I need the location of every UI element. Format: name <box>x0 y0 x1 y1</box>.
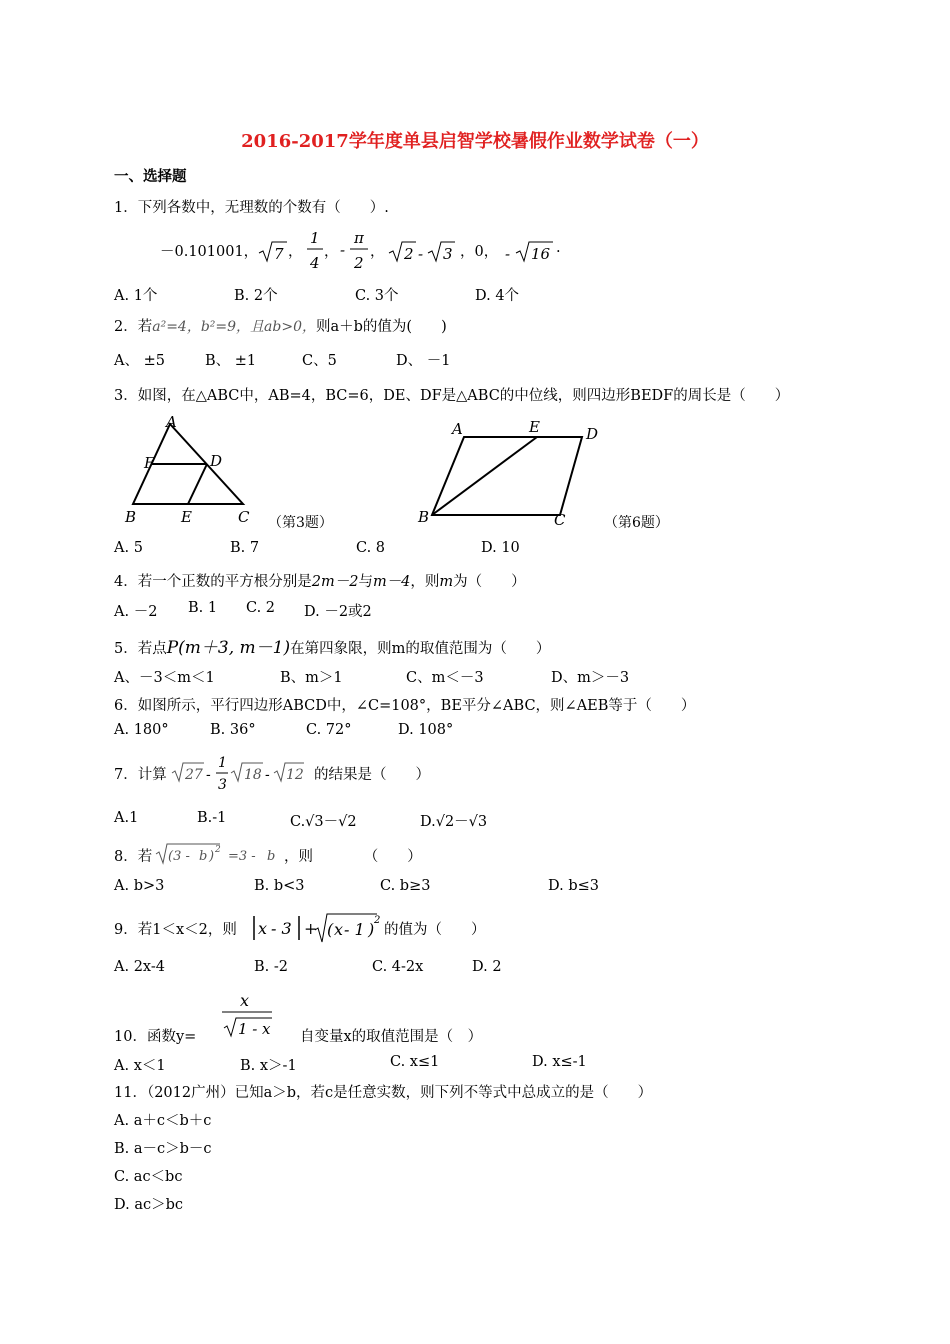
q10-fraction <box>220 990 276 1040</box>
section-heading: 一、选择题 <box>114 168 187 185</box>
svg-text:-: - <box>340 241 346 259</box>
q1-option-a[interactable]: A. 1个 <box>114 288 158 304</box>
svg-text:x: x <box>262 1020 271 1038</box>
fig6-label-c: C <box>554 511 566 529</box>
svg-text:16: 16 <box>531 245 551 263</box>
q7-option-d[interactable]: D.√2－√3 <box>420 814 488 830</box>
q4-var: m <box>439 574 454 590</box>
question-6-stem: 6．如图所示，平行四边形ABCD中，∠C=108°，BE平分∠ABC，则∠AEB等于（ ） <box>114 698 696 714</box>
fig3-label-e: E <box>181 508 192 526</box>
expr-term-neg-sqrt16 <box>505 240 557 268</box>
q4-expr-2: m－4 <box>372 574 411 590</box>
svg-text:2: 2 <box>404 245 414 263</box>
q5-option-c[interactable]: C、m＜－3 <box>406 670 484 686</box>
q1-option-d[interactable]: D. 4个 <box>475 288 520 304</box>
fig3-label-a: A <box>166 413 177 431</box>
svg-text:b: b <box>199 849 208 864</box>
question-4-stem <box>114 570 526 591</box>
question-7-suffix: 的结果是（ ） <box>314 767 430 783</box>
q4-option-c[interactable]: C. 2 <box>246 600 276 616</box>
q4-option-a[interactable]: A. －2 <box>114 604 158 620</box>
figure-3-triangle <box>118 412 258 527</box>
question-8-suffix: ，则 （ ） <box>284 849 422 865</box>
q9-option-d[interactable]: D. 2 <box>472 959 502 975</box>
q8-expression <box>154 842 284 868</box>
svg-text:12: 12 <box>286 767 304 783</box>
q11-option-a[interactable]: A. a＋c＜b＋c <box>114 1113 212 1129</box>
svg-text:x: x <box>334 920 344 939</box>
q2-suffix: 则a＋b的值为( ) <box>316 319 447 335</box>
q7-option-c[interactable]: C.√3－√2 <box>290 814 357 830</box>
question-9-stem: 9．若1＜x＜2，则 <box>114 922 237 938</box>
q2-option-c[interactable]: C、5 <box>302 353 337 369</box>
svg-text:(3 -: (3 - <box>168 849 190 864</box>
svg-text:π: π <box>354 229 364 247</box>
q2-option-d[interactable]: D、 －1 <box>396 353 451 369</box>
q2-prefix: 2．若 <box>114 319 153 335</box>
question-2-stem <box>114 315 447 336</box>
q9-option-b[interactable]: B. -2 <box>254 959 288 975</box>
svg-text:3: 3 <box>443 245 453 263</box>
svg-text:2: 2 <box>374 915 381 926</box>
q2-option-a[interactable]: A、 ±5 <box>114 353 165 369</box>
fig3-label-c: C <box>238 508 250 526</box>
q9-expression <box>251 910 381 944</box>
svg-text:7: 7 <box>274 245 284 263</box>
q3-option-c[interactable]: C. 8 <box>356 540 386 556</box>
svg-text:): ) <box>368 920 375 939</box>
q1-option-b[interactable]: B. 2个 <box>234 288 278 304</box>
expr-sep: ，0， <box>460 244 499 260</box>
expr-sep: ， <box>370 244 385 260</box>
question-10-stem: 10．函数y= <box>114 1029 197 1045</box>
q5-option-d[interactable]: D、m＞－3 <box>551 670 630 686</box>
q4-suffix: 为（ ） <box>453 574 526 590</box>
q2-option-b[interactable]: B、 ±1 <box>205 353 257 369</box>
svg-text:-: - <box>505 245 511 263</box>
question-10-suffix: 自变量x的取值范围是（ ） <box>300 1029 483 1045</box>
q4-conj: 与 <box>358 574 373 590</box>
q9-option-c[interactable]: C. 4-2x <box>372 959 424 975</box>
q7-expression <box>170 747 304 797</box>
expr-term-quarter <box>305 226 325 278</box>
question-9-suffix: 的值为（ ） <box>384 922 486 938</box>
q4-expr-1: 2m－2 <box>311 574 359 590</box>
q2-condition: a²=4，b²=9，且ab>0， <box>152 319 316 335</box>
fig3-label-d: D <box>210 452 223 470</box>
question-8-stem: 8．若 <box>114 849 153 865</box>
q5-suffix: 在第四象限，则m的取值范围为（ ） <box>290 641 551 657</box>
q6-option-a[interactable]: A. 180° <box>114 722 169 738</box>
fig6-label-b: B <box>418 508 430 526</box>
question-1-stem: 1．下列各数中，无理数的个数有（ ）. <box>114 200 389 216</box>
svg-text:- 3: - 3 <box>271 919 292 938</box>
q6-option-d[interactable]: D. 108° <box>398 722 454 738</box>
svg-text:27: 27 <box>185 767 203 783</box>
q10-option-b[interactable]: B. x＞-1 <box>240 1058 297 1074</box>
q1-option-c[interactable]: C. 3个 <box>355 288 399 304</box>
q4-option-d[interactable]: D. －2或2 <box>304 604 372 620</box>
q10-option-d[interactable]: D. x≤-1 <box>532 1054 587 1070</box>
question-3-stem: 3．如图，在△ABC中，AB=4，BC=6，DE、DF是△ABC的中位线，则四边形BEDF的周长是（ ） <box>114 388 790 404</box>
svg-text:2: 2 <box>354 254 364 272</box>
q4-mid: ，则 <box>410 574 440 590</box>
question-5-stem <box>114 633 550 658</box>
svg-text:4: 4 <box>310 254 320 272</box>
q3-option-a[interactable]: A. 5 <box>114 540 143 556</box>
figure-6-parallelogram <box>412 415 612 530</box>
svg-text:(: ( <box>327 920 334 939</box>
q6-option-b[interactable]: B. 36° <box>210 722 256 738</box>
q6-option-c[interactable]: C. 72° <box>306 722 352 738</box>
exam-title: 2016-2017学年度单县启智学校暑假作业数学试卷（一） <box>241 131 709 152</box>
figure-3-caption: （第3题） <box>268 515 333 531</box>
svg-text:-: - <box>206 767 211 783</box>
q11-option-d[interactable]: D. ac＞bc <box>114 1197 183 1213</box>
q10-denominator-text: √1－x <box>220 990 223 991</box>
svg-text:3: 3 <box>218 777 227 793</box>
svg-text:): ) <box>209 849 215 864</box>
q11-option-c[interactable]: C. ac＜bc <box>114 1169 183 1185</box>
q8-option-b[interactable]: B. b<3 <box>254 878 305 894</box>
svg-text:1 -: 1 - <box>238 1020 258 1038</box>
expr-term: －0.101001， <box>160 244 259 260</box>
fig6-label-d: D <box>586 425 599 443</box>
q4-option-b[interactable]: B. 1 <box>188 600 218 616</box>
svg-text:x: x <box>258 919 268 938</box>
question-11-stem: 11．（2012广州）已知a＞b，若c是任意实数，则下列不等式中总成立的是（ ） <box>114 1085 653 1101</box>
question-7-stem: 7．计算 <box>114 767 167 783</box>
svg-text:=3 -: =3 - <box>228 849 256 864</box>
expr-term-neg-pi-half <box>340 226 370 278</box>
svg-text:b: b <box>267 849 276 864</box>
q10-option-c[interactable]: C. x≤1 <box>390 1054 440 1070</box>
q8-option-a[interactable]: A. b>3 <box>114 878 165 894</box>
fig3-label-f: F <box>144 454 155 472</box>
svg-text:-: - <box>265 767 270 783</box>
expr-end: . <box>556 240 561 256</box>
q4-prefix: 4．若一个正数的平方根分别是 <box>114 574 312 590</box>
q8-option-c[interactable]: C. b≥3 <box>380 878 431 894</box>
svg-text:- 1: - 1 <box>344 920 365 939</box>
q7-option-a[interactable]: A.1 <box>114 810 139 826</box>
q3-option-d[interactable]: D. 10 <box>481 540 520 556</box>
figure-6-caption: （第6题） <box>604 515 669 531</box>
svg-text:+: + <box>304 919 318 938</box>
q8-option-d[interactable]: D. b≤3 <box>548 878 599 894</box>
q10-numerator: x <box>240 991 250 1010</box>
q9-option-a[interactable]: A. 2x-4 <box>114 959 165 975</box>
fig6-label-a: A <box>452 420 463 438</box>
q5-option-a[interactable]: A、－3＜m＜1 <box>114 670 215 686</box>
svg-text:-: - <box>418 245 424 263</box>
expr-sep: ， <box>324 244 339 260</box>
q11-option-b[interactable]: B. a－c＞b－c <box>114 1141 212 1157</box>
q5-point: P(m＋3, m－1) <box>166 638 291 658</box>
svg-text:18: 18 <box>244 767 262 783</box>
expr-term-sqrt2-minus-sqrt3 <box>388 240 458 268</box>
q5-prefix: 5．若点 <box>114 641 167 657</box>
q10-option-a[interactable]: A. x＜1 <box>114 1058 166 1074</box>
svg-text:1: 1 <box>310 229 320 247</box>
q7-option-b[interactable]: B.-1 <box>197 810 227 826</box>
expr-sep: ， <box>288 244 303 260</box>
fig3-label-b: B <box>125 508 137 526</box>
fig6-label-e: E <box>529 418 540 436</box>
q3-option-b[interactable]: B. 7 <box>230 540 260 556</box>
q5-option-b[interactable]: B、m＞1 <box>280 670 343 686</box>
expr-term-sqrt7 <box>258 240 288 268</box>
svg-text:2: 2 <box>215 845 221 855</box>
svg-text:1: 1 <box>218 755 227 771</box>
